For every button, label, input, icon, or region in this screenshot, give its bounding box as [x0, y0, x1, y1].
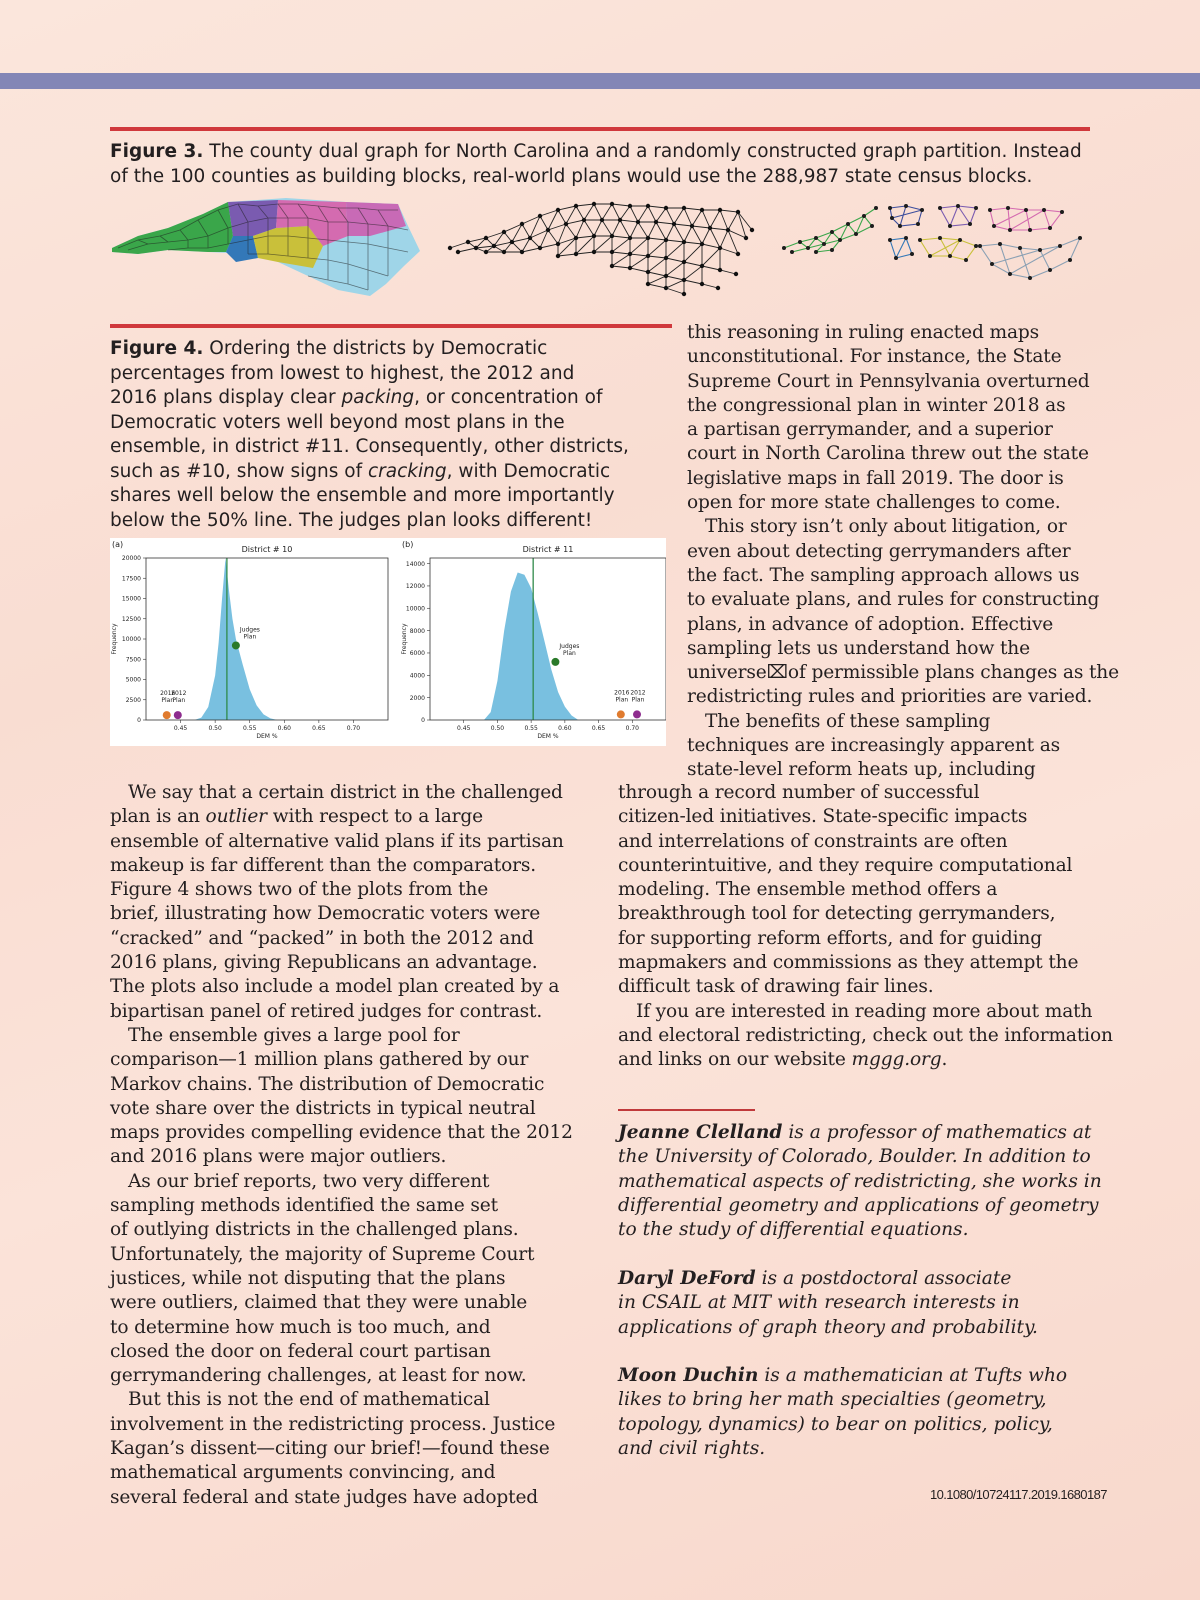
text-line: to determine how much is too much, and [110, 1316, 491, 1338]
text-line: mapmakers and commissions as they attempt the [618, 952, 1079, 974]
bio-line: the University of Colorado, Boulder. In addition to [618, 1146, 1091, 1168]
doi: 10.1080/10724117.2019.1680187 [930, 1487, 1107, 1502]
text-line: and electoral redistricting, check out the information [618, 1024, 1113, 1046]
x-tick-label: 0.65 [312, 725, 326, 732]
text-line: brief, illustrating how Democratic voters were [110, 903, 541, 925]
chart-title: District # 10 [241, 545, 293, 554]
y-tick-label: 7500 [125, 656, 141, 664]
x-tick-label: 0.45 [457, 725, 471, 732]
x-tick-label: 0.65 [591, 725, 606, 732]
judges-label: Judges [559, 642, 580, 650]
x-tick-label: 0.45 [173, 725, 188, 732]
plan-2016-plan-label: Plan [161, 697, 175, 705]
plan-point [551, 658, 559, 666]
text-line: even about detecting gerrymanders after [687, 540, 1071, 562]
figure4-caption-line: Ordering the districts by Democratic [203, 338, 548, 359]
nc-district-map [108, 196, 428, 301]
figure3-caption-line2: of the 100 counties as building blocks, real-world plans would use the 288,987 state census blocks. [110, 165, 1033, 187]
nc-graph-partition [780, 200, 1092, 296]
author-name: Jeanne Clelland [618, 1122, 783, 1143]
bio-line: topology, dynamics) to bear on politics, policy, [618, 1413, 1053, 1435]
text-line: involvement in the redistricting process. Justice [110, 1413, 556, 1435]
header-band [0, 73, 1200, 89]
text-line: of outlying districts in the challenged plans. [110, 1219, 519, 1241]
x-tick-label: 0.60 [558, 725, 572, 732]
text-line: universe⌧of permissible plans changes as the [687, 662, 1119, 684]
y-axis-label: Frequency [401, 623, 408, 655]
text-line: closed the door on federal court partisan [110, 1340, 491, 1362]
text-line: a partisan gerrymander, and a superior [687, 419, 1053, 441]
figure4-caption-line: 2016 plans display clear [110, 387, 342, 408]
text-line: through a record number of successful [618, 782, 980, 803]
judges-label: Judges [239, 626, 260, 634]
packing-term: packing [341, 387, 415, 408]
text-line: modeling. The ensemble method offers a [618, 879, 998, 901]
panel-label: (a) [112, 540, 124, 549]
y-tick-label: 0 [421, 717, 425, 725]
bio-line: mathematical aspects of redistricting, she works in [618, 1170, 1102, 1192]
figure4-caption-line: such as #10, show signs of [110, 460, 368, 482]
plan-2012-label: 2012 [630, 689, 646, 697]
text-line: This story isn’t only about litigation, or [705, 516, 1067, 538]
text-line: Unfortunately, the majority of Supreme Court [110, 1243, 535, 1265]
nc-dual-graph [446, 200, 761, 298]
bio-line: applications of graph theory and probability. [618, 1316, 1038, 1338]
x-tick-label: 0.55 [524, 725, 538, 732]
text-line: Markov chains. The distribution of Democratic [110, 1073, 545, 1095]
plan-2012-plan-label: Plan [631, 696, 645, 704]
text-line: were outliers, claimed that they were unable [110, 1292, 528, 1314]
author-name: Daryl DeFord [618, 1268, 756, 1289]
text-line: open for more state challenges to come. [687, 492, 1061, 514]
y-tick-label: 2000 [409, 694, 425, 702]
text-line: redistricting rules and priorities are varied. [687, 686, 1093, 708]
author-name: Moon Duchin [618, 1365, 759, 1386]
y-tick-label: 12500 [121, 615, 141, 623]
x-tick-label: 0.55 [243, 725, 257, 732]
judges-plan-label: Plan [563, 649, 576, 657]
bio-text: is a professor of mathematics at [782, 1122, 1092, 1143]
plan-2012-label: 2012 [171, 690, 187, 698]
bio-line [618, 1121, 1092, 1145]
text-line: plans, in advance of adoption. Effective [687, 613, 1054, 635]
text-line: Figure 4 shows two of the plots from the [110, 879, 489, 901]
bio-text: is a postdoctoral associate [755, 1268, 1012, 1289]
panel-label: (b) [402, 540, 414, 549]
x-tick-label: 0.50 [208, 725, 222, 732]
x-tick-label: 0.50 [490, 725, 505, 732]
text-line: legislative maps in fall 2019. The door is [687, 467, 1064, 489]
text-line: bipartisan panel of retired judges for contrast. [110, 1000, 543, 1022]
bio-clelland [618, 1121, 1102, 1242]
text-line: sampling methods identified the same set [110, 1195, 498, 1217]
text-fragment: with respect to a large [266, 806, 484, 828]
text-line: The ensemble gives a large pool for [128, 1024, 460, 1046]
y-tick-label: 0 [137, 717, 141, 725]
text-line: As our brief reports, two very different [128, 1170, 490, 1192]
plan-point [617, 710, 625, 718]
chart-title: District # 11 [522, 545, 574, 554]
x-axis-label: DEM % [537, 733, 559, 740]
text-line: state-level reform heats up, including [687, 759, 1036, 781]
text-line: difficult task of drawing fair lines. [618, 976, 934, 998]
text-line: for supporting reform efforts, and for guiding [618, 927, 1042, 949]
text-line: 2016 plans, giving Republicans an advantage. [110, 952, 538, 974]
text-line: If you are interested in reading more about math [636, 1000, 1093, 1022]
text-line: The plots also include a model plan created by a [110, 976, 560, 998]
x-tick-label: 0.60 [277, 725, 291, 732]
text-line: techniques are increasingly apparent as [687, 735, 1061, 757]
plan-2016-plan-label: Plan [615, 696, 629, 704]
bio-divider [618, 1109, 755, 1111]
outlier-term: outlier [205, 806, 267, 828]
y-tick-label: 15000 [121, 595, 141, 603]
bio-deford [618, 1267, 1088, 1340]
y-tick-label: 5000 [125, 676, 141, 684]
text-line: maps provides compelling evidence that the 2012 [110, 1122, 573, 1144]
figure3-label: Figure 3. [110, 141, 204, 162]
bio-line: in CSAIL at MIT with research interests in [618, 1292, 1020, 1314]
text-line: “cracked” and “packed” in both the 2012 and [110, 927, 534, 949]
text-line [110, 805, 590, 829]
y-tick-label: 10000 [121, 636, 141, 644]
text-line: makeup is far different than the comparators. [110, 854, 537, 876]
text-line: Supreme Court in Pennsylvania overturned [687, 370, 1090, 392]
text-line: to evaluate plans, and rules for constructing [687, 589, 1100, 611]
figure4-caption-line: percentages from lowest to highest, the 2012 and [110, 362, 575, 384]
text-line: justices, while not disputing that the plans [110, 1267, 506, 1289]
figure4-caption-line: shares well below the ensemble and more importantly [110, 485, 615, 506]
text-line: this reasoning in ruling enacted maps [687, 322, 1040, 343]
figure4-caption-line: Democratic voters well beyond most plans in the [110, 411, 565, 433]
y-tick-label: 17500 [121, 575, 141, 583]
text-line: sampling lets us understand how the [687, 637, 1030, 659]
plan-point [633, 710, 641, 718]
text-line: comparison—1 million plans gathered by our [110, 1049, 529, 1071]
figure4-caption [110, 337, 670, 533]
histogram-panels [110, 538, 666, 746]
y-tick-label: 14000 [405, 560, 425, 568]
x-tick-label: 0.70 [625, 725, 639, 732]
figure3-caption-line1: The county dual graph for North Carolina and a randomly constructed graph partition. Instead [209, 141, 1082, 162]
bio-line [618, 1364, 1088, 1388]
text-line: and interrelations of constraints are often [618, 830, 1008, 852]
y-tick-label: 10000 [405, 605, 425, 613]
bio-line: and civil rights. [618, 1437, 766, 1459]
bio-line: differential geometry and applications of geometry [618, 1194, 1099, 1216]
figure4-caption-line: , with Democratic [446, 460, 611, 482]
figure3-rule [110, 127, 1090, 131]
text-line: the congressional plan in winter 2018 as [687, 394, 1066, 416]
y-tick-label: 8000 [409, 627, 425, 635]
plan-2016-label: 2016 [614, 689, 630, 697]
text-line: court in North Carolina threw out the state [687, 443, 1089, 465]
bio-text: is a mathematician at Tufts who [758, 1365, 1068, 1386]
text-line: the fact. The sampling approach allows us [687, 564, 1080, 586]
y-tick-label: 6000 [409, 650, 425, 658]
text-line: We say that a certain district in the challenged [128, 782, 563, 803]
bio-line [618, 1267, 1088, 1291]
bio-line: likes to bring her math specialties (geometry, [618, 1389, 1047, 1411]
text-line: But this is not the end of mathematical [128, 1389, 490, 1411]
text-line [618, 1048, 1098, 1072]
text-line: vote share over the districts in typical neutral [110, 1097, 536, 1119]
text-fragment: and links on our website [618, 1049, 852, 1071]
y-tick-label: 2500 [125, 696, 141, 704]
right-column-bottom [618, 781, 1113, 1073]
text-fragment: . [941, 1049, 948, 1071]
figure4-charts [110, 538, 666, 746]
text-line: ensemble of alternative valid plans if its partisan [110, 830, 564, 852]
y-tick-label: 20000 [121, 555, 141, 563]
text-line: Kagan’s dissent—citing our brief!—found these [110, 1438, 550, 1460]
plan-point [174, 711, 182, 719]
y-axis-label: Frequency [111, 623, 118, 655]
left-column [110, 781, 590, 1510]
plan-point [163, 711, 171, 719]
figure4-caption-line: below the 50% line. The judges plan looks different! [110, 509, 593, 531]
text-line: gerrymandering challenges, at least for now. [110, 1365, 527, 1387]
y-tick-label: 4000 [409, 672, 425, 680]
figure4-label: Figure 4. [110, 338, 204, 359]
histogram-area [194, 558, 277, 720]
x-axis-label: DEM % [256, 733, 278, 740]
text-fragment: plan is an [110, 806, 206, 828]
cracking-term: cracking [367, 460, 447, 482]
text-line: and 2016 plans were major outliers. [110, 1146, 447, 1168]
y-tick-label: 12000 [405, 583, 425, 591]
figure3-caption [110, 140, 1100, 189]
text-line: unconstitutional. For instance, the State [687, 346, 1062, 368]
text-line: breakthrough tool for detecting gerrymanders, [618, 903, 1056, 925]
text-line: counterintuitive, and they require computational [618, 854, 1073, 876]
text-line: citizen-led initiatives. State-specific impacts [618, 806, 1028, 828]
right-column-top [687, 321, 1119, 783]
website-link[interactable]: mggg.org [851, 1049, 942, 1071]
bio-line: to the study of differential equations. [618, 1219, 969, 1241]
text-line: mathematical arguments convincing, and [110, 1462, 496, 1484]
judges-plan-label: Plan [243, 633, 257, 641]
figure4-caption-line: ensemble, in district #11. Consequently, other districts, [110, 436, 629, 457]
plan-2016-label: 2016 [160, 690, 176, 698]
figure4-caption-line: , or concentration of [414, 387, 603, 408]
bio-duchin [618, 1364, 1088, 1461]
text-line: The benefits of these sampling [705, 710, 991, 732]
text-line: several federal and state judges have adopted [110, 1486, 539, 1508]
figure4-rule [110, 324, 672, 328]
plan-point [232, 641, 240, 649]
plan-2012-plan-label: Plan [172, 697, 186, 705]
x-tick-label: 0.70 [346, 725, 361, 732]
